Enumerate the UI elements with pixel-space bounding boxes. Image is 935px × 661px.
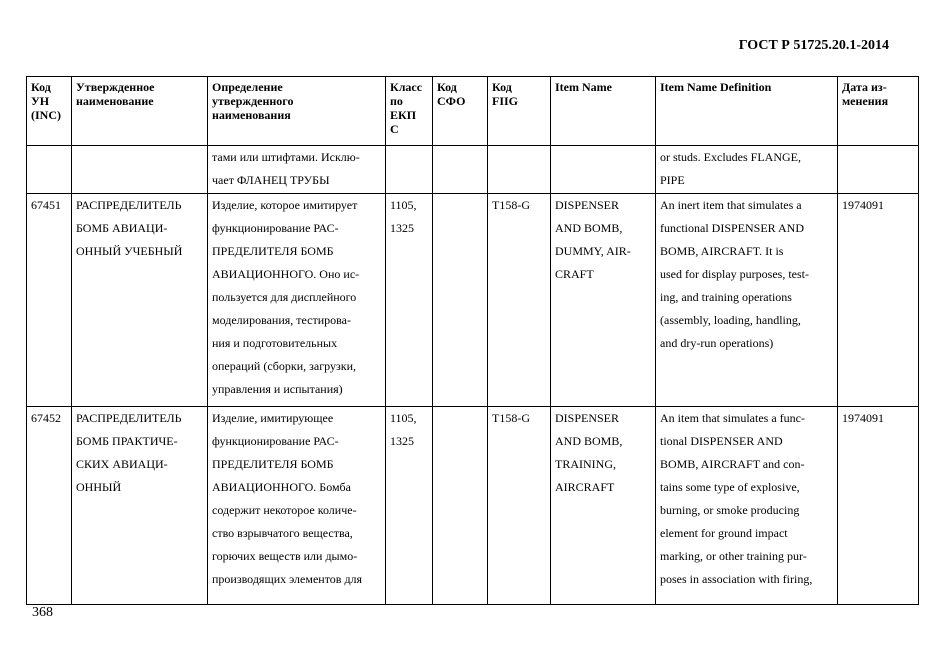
column-header-line: Утвержденное [76,80,155,94]
cell-date [838,146,919,194]
column-header-fiig [488,77,551,146]
cell-text-line: PIPE [660,173,685,187]
column-header-line: ЕКП [390,108,417,122]
cell-text-line: 1105, [390,411,417,425]
cell-text-line: (assembly, loading, handling, [660,313,801,327]
column-header-line: утвержденного [212,94,294,108]
cell-text-line: ОННЫЙ [76,480,122,494]
cell-item-name [551,146,656,194]
cell-text-line: An inert item that simulates a [660,198,802,212]
cell-text-line: AND BOMB, [555,434,623,448]
column-header-definition [208,77,386,146]
cell-class [386,407,433,605]
cell-text-line: burning, or smoke producing [660,503,800,517]
cell-text-line: TRAINING, [555,457,616,471]
cell-text-line: AND BOMB, [555,221,623,235]
column-header-line: Класс [390,80,423,94]
cell-fiig [488,146,551,194]
cell-text-line: функционирование РАС- [212,434,339,448]
column-header-class [386,77,433,146]
column-header-name [72,77,208,146]
cell-text-line: 1325 [390,434,414,448]
column-header-line: С [390,122,399,136]
cell-text-line: 1105, [390,198,417,212]
column-header-line: СФО [437,94,466,108]
cell-text-line: Изделие, которое имитирует [212,198,358,212]
column-header-line: наименования [212,108,291,122]
table-header-row [27,77,919,146]
table-row [27,407,919,605]
cell-text-line: пользуется для дисплейного [212,290,357,304]
cell-text-line: AIRCRAFT [555,480,615,494]
column-header-line: УН [31,94,50,108]
cell-text-line: 1974091 [842,411,884,425]
cell-text-line: and dry-run operations) [660,336,774,350]
cell-text-line: marking, or other training pur- [660,549,807,563]
cell-text-line: DISPENSER [555,198,620,212]
cell-inc [27,407,72,605]
cell-text-line: tains some type of explosive, [660,480,800,494]
cell-definition [208,407,386,605]
cell-text-line: АВИАЦИОННОГО. Бомба [212,480,351,494]
cell-sfo [433,194,488,407]
cell-text-line: DISPENSER [555,411,620,425]
cell-date [838,407,919,605]
cell-fiig [488,194,551,407]
table-row [27,194,919,407]
cell-date [838,194,919,407]
cell-item-definition [656,407,838,605]
cell-name [72,407,208,605]
column-header-line: Определение [212,80,283,94]
cell-sfo [433,146,488,194]
cell-text-line: РАСПРЕДЕЛИТЕЛЬ [76,198,182,212]
cell-text-line: БОМБ ПРАКТИЧЕ- [76,434,178,448]
cell-class [386,146,433,194]
cell-text-line: ing, and training operations [660,290,792,304]
cell-text-line: 1325 [390,221,414,235]
cell-text-line: СКИХ АВИАЦИ- [76,457,168,471]
cell-item-name [551,194,656,407]
cell-text-line: 1974091 [842,198,884,212]
cell-inc [27,194,72,407]
cell-definition [208,146,386,194]
column-header-line: Item Name Definition [660,80,772,94]
column-header-line: по [390,94,403,108]
cell-text-line: тами или штифтами. Исклю- [212,150,360,164]
column-header-item-definition [656,77,838,146]
cell-text-line: poses in association with firing, [660,572,813,586]
cell-sfo [433,407,488,605]
classification-table [26,76,919,605]
cell-name [72,146,208,194]
column-header-line: (INC) [31,108,61,122]
cell-text-line: ОННЫЙ УЧЕБНЫЙ [76,244,183,258]
column-header-line: наименование [76,94,154,108]
column-header-line: Код [31,80,51,94]
cell-class [386,194,433,407]
cell-text-line: T158-G [492,198,530,212]
cell-text-line: БОМБ АВИАЦИ- [76,221,168,235]
cell-text-line: ство взрывчатого вещества, [212,526,353,540]
cell-text-line: tional DISPENSER AND [660,434,783,448]
cell-text-line: 67452 [31,411,61,425]
cell-text-line: РАСПРЕДЕЛИТЕЛЬ [76,411,182,425]
cell-text-line: Изделие, имитирующее [212,411,334,425]
cell-text-line: ПРЕДЕЛИТЕЛЯ БОМБ [212,457,334,471]
cell-text-line: functional DISPENSER AND [660,221,804,235]
cell-name [72,194,208,407]
cell-text-line: or studs. Excludes FLANGE, [660,150,801,164]
cell-text-line: чает ФЛАНЕЦ ТРУБЫ [212,173,330,187]
cell-text-line: 67451 [31,198,61,212]
column-header-line: FIIG [492,94,519,108]
cell-text-line: содержит некоторое количе- [212,503,357,517]
document-code: ГОСТ Р 51725.20.1-2014 [738,38,889,53]
cell-text-line: ПРЕДЕЛИТЕЛЯ БОМБ [212,244,334,258]
column-header-sfo [433,77,488,146]
page-number: 368 [32,605,53,620]
column-header-line: Дата из- [842,80,887,94]
cell-text-line: управления и испытания) [212,382,343,396]
cell-item-definition [656,146,838,194]
cell-item-name [551,407,656,605]
column-header-line: Item Name [555,80,612,94]
cell-text-line: моделирования, тестирова- [212,313,351,327]
cell-text-line: производящих элементов для [212,572,363,586]
cell-text-line: CRAFT [555,267,594,281]
cell-text-line: АВИАЦИОННОГО. Оно ис- [212,267,360,281]
cell-inc [27,146,72,194]
column-header-line: Код [437,80,457,94]
column-header-item-name [551,77,656,146]
column-header-line: менения [842,94,889,108]
cell-text-line: ния и подготовительных [212,336,338,350]
cell-definition [208,194,386,407]
cell-text-line: BOMB, AIRCRAFT and con- [660,457,805,471]
column-header-line: Код [492,80,512,94]
cell-text-line: T158-G [492,411,530,425]
cell-text-line: DUMMY, AIR- [555,244,631,258]
cell-text-line: функционирование РАС- [212,221,339,235]
cell-text-line: горючих веществ или дымо- [212,549,358,563]
cell-text-line: An item that simulates a func- [660,411,805,425]
cell-text-line: BOMB, AIRCRAFT. It is [660,244,784,258]
cell-text-line: element for ground impact [660,526,788,540]
cell-text-line: used for display purposes, test- [660,267,809,281]
column-header-date [838,77,919,146]
cell-item-definition [656,194,838,407]
cell-fiig [488,407,551,605]
column-header-inc [27,77,72,146]
table-row [27,146,919,194]
cell-text-line: операций (сборки, загрузки, [212,359,356,373]
